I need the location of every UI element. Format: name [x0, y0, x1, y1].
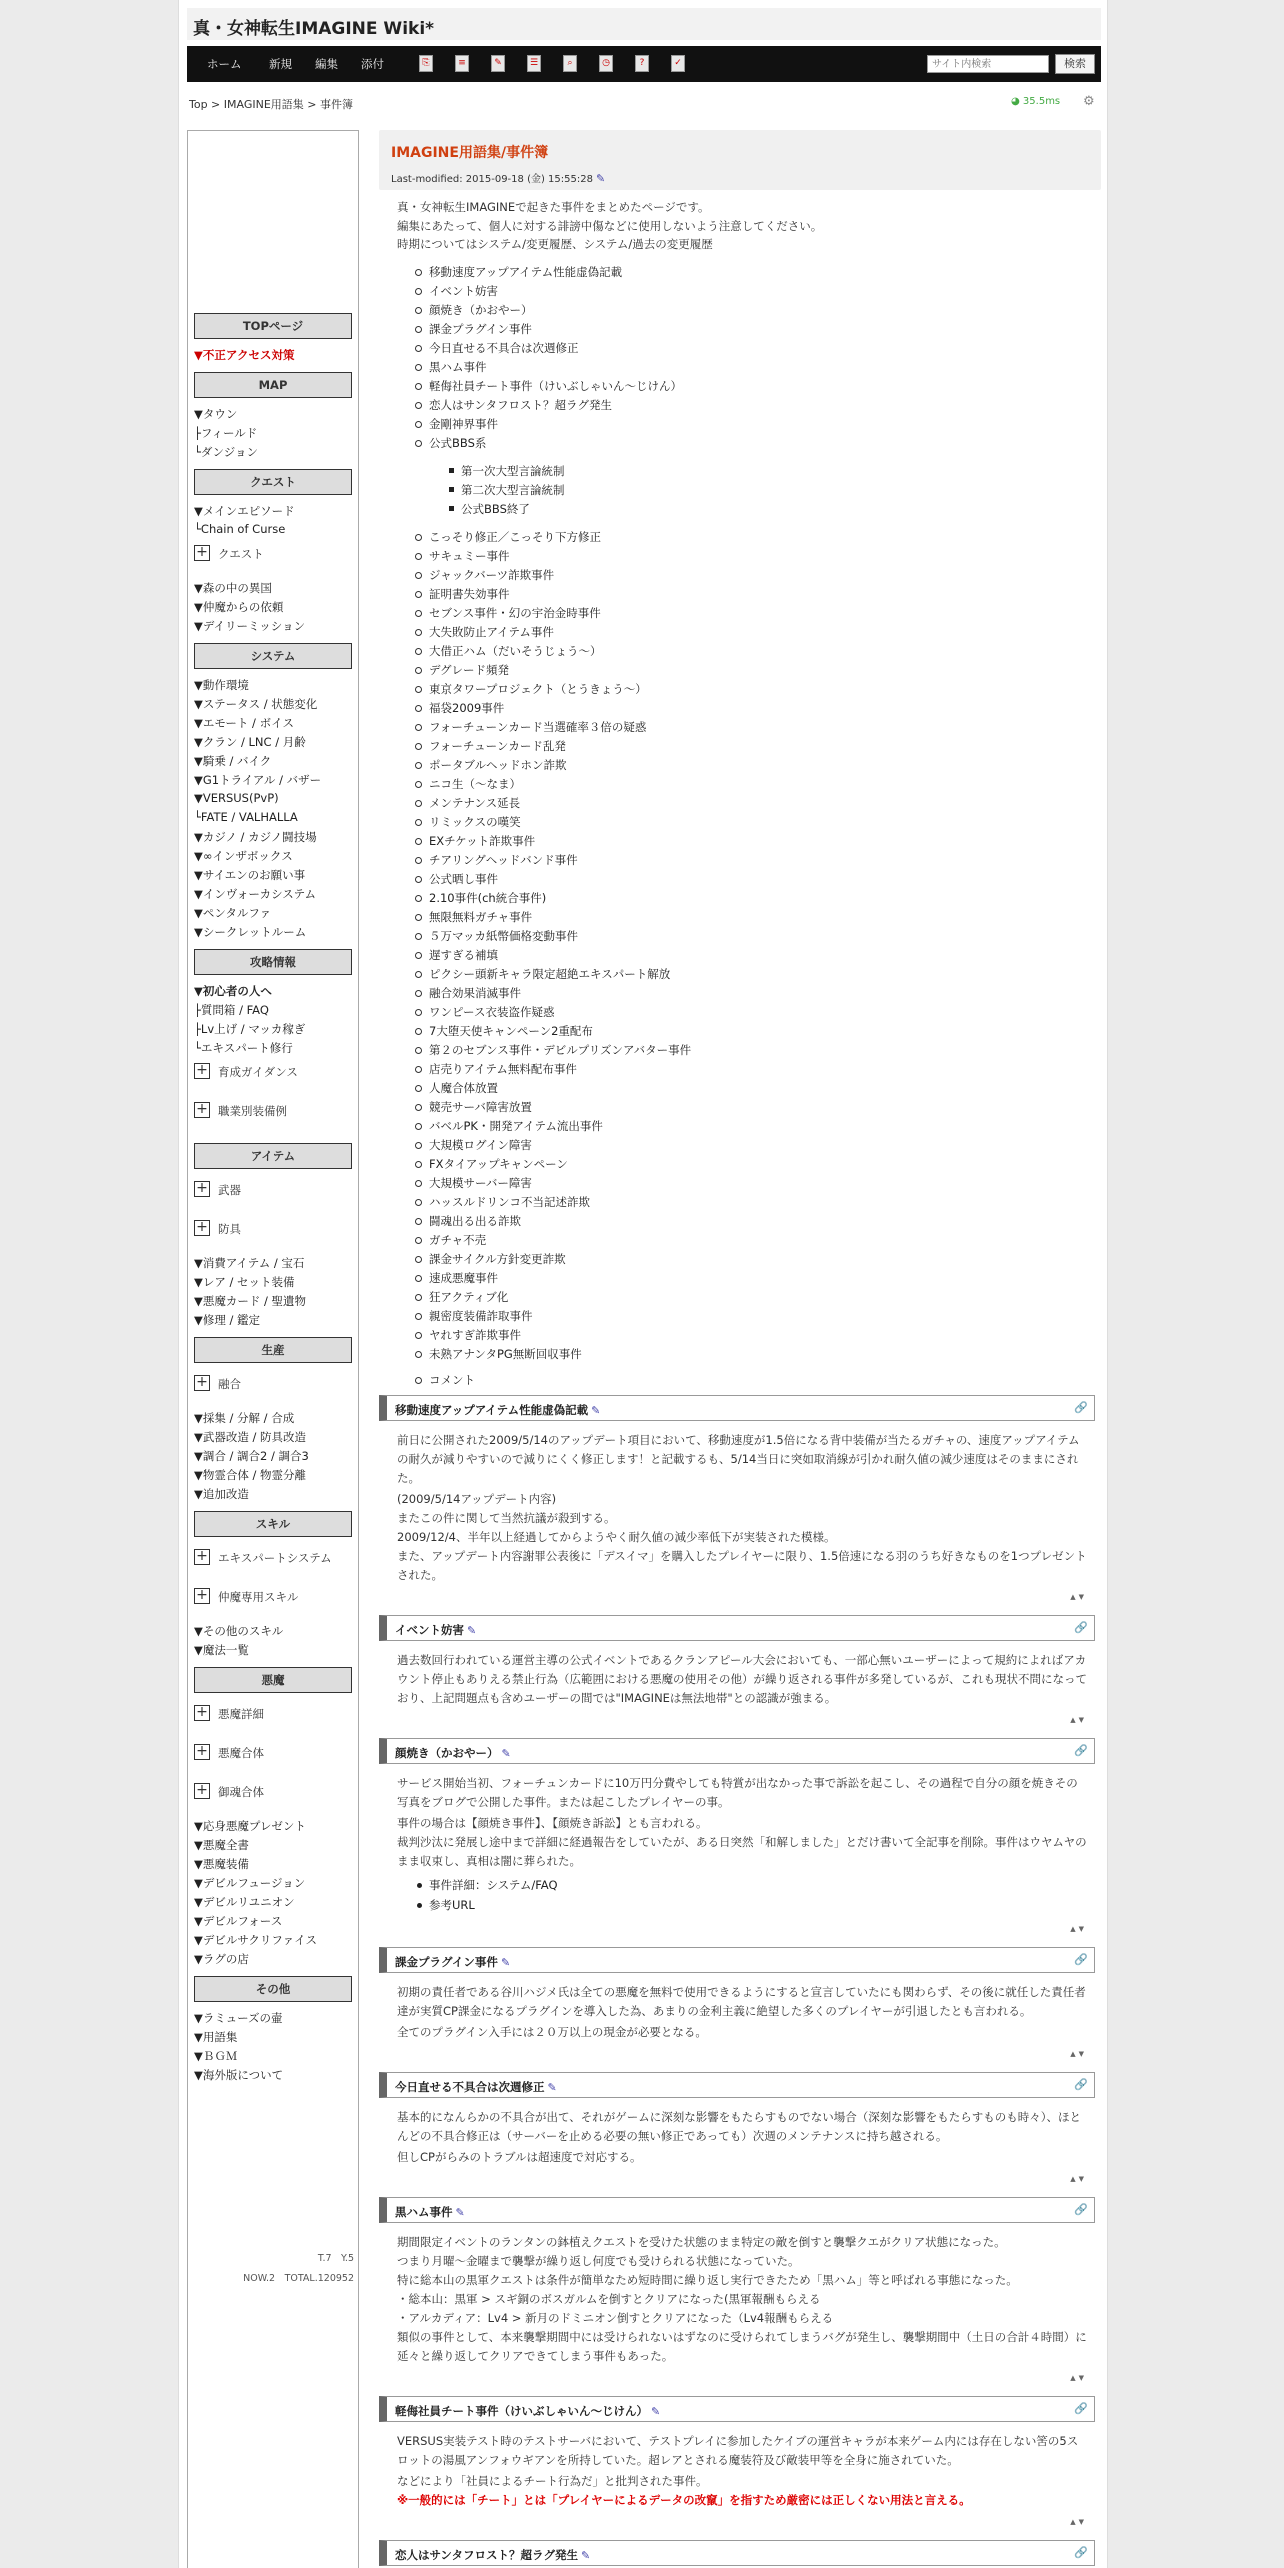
sidebar-item[interactable]: ▼不正アクセス対策 — [194, 348, 295, 362]
section-title — [395, 2204, 465, 2220]
toc-sublink[interactable]: 第一次大型言論統制 — [461, 463, 565, 478]
sidebar-item[interactable]: ▼エモート / ボイス — [194, 716, 294, 730]
sidebar-expand-item[interactable]: 育成ガイダンス — [218, 1065, 298, 1079]
sidebar-item[interactable]: ▼ラミューズの壷 — [194, 2011, 283, 2025]
sidebar — [187, 130, 359, 2568]
section-edit-icon[interactable]: ✎ — [547, 2080, 557, 2094]
sidebar-item[interactable]: ▼∞インザボックス — [194, 849, 293, 863]
toc-link[interactable]: サキュミー事件 — [429, 548, 510, 563]
sidebar-item[interactable]: ▼サイエンのお願い事 — [194, 868, 306, 882]
toc-link[interactable]: 競売サーバ障害放置 — [429, 1099, 532, 1114]
sidebar-item[interactable]: ▼ＢＧＭ — [194, 2049, 238, 2063]
toc-link[interactable]: 未熟アナンタPG無断回収事件 — [429, 1346, 582, 1361]
section-text: またこの件に関して当然抗議が殺到する。 — [397, 1510, 616, 1525]
section-title — [395, 2547, 590, 2563]
section-title — [395, 1954, 510, 1970]
sidebar-item[interactable]: ▼採集 / 分解 / 合成 — [194, 1411, 295, 1425]
section-text: 基本的になんらかの不具合が出て、それがゲームに深刻な影響をもたらすものでない場合（深刻な影響をもたらすものも時々）、ほとんどの不具合修正は（サーバーを止める必要の無い修正であっても）次週のメンテナンスに持ち越される。 — [397, 2109, 1082, 2143]
breadcrumb-current: 事件簿 — [320, 98, 354, 111]
sidebar-heading[interactable]: 生産 — [194, 1337, 352, 1363]
section-text: (2009/5/14アップデート内容) — [397, 1491, 557, 1506]
section-text: 全てのプラグイン入手には２０万以上の現金が必要となる。 — [397, 2024, 707, 2039]
sidebar-item[interactable]: ▼ステータス / 状態変化 — [194, 697, 318, 711]
counter-line: T.7 Y.5 — [317, 2253, 354, 2264]
toc-link[interactable]: 大規模サーバー障害 — [429, 1175, 532, 1190]
sidebar-item[interactable]: └Chain of Curse — [194, 522, 286, 536]
toc-link[interactable]: 大失敗防止アイテム事件 — [429, 624, 554, 639]
sidebar-item[interactable]: ▼シークレットルーム — [194, 925, 307, 939]
toc-link[interactable]: ヤれすぎ詐欺事件 — [429, 1327, 521, 1342]
sidebar-expand-item[interactable]: 悪魔合体 — [218, 1746, 264, 1760]
expand-plus-icon[interactable]: + — [194, 1181, 210, 1197]
section-title-text: 恋人はサンタフロスト？超ラグ発生 — [395, 2547, 578, 2562]
sidebar-item[interactable]: ▼修理 / 鑑定 — [194, 1313, 261, 1327]
toc-link[interactable]: 狂アクティブ化 — [429, 1289, 509, 1304]
section-text: 期間限定イベントのランタンの鉢植えクエストを受けた状態のまま特定の敵を倒すと襲撃クエがクリア状態になった。 — [397, 2234, 1006, 2249]
gear-icon[interactable]: ⚙ — [1083, 94, 1095, 109]
section-edit-icon[interactable]: ✎ — [651, 2404, 661, 2418]
sidebar-heading[interactable]: 悪魔 — [194, 1667, 352, 1693]
last-modified-text: Last-modified: 2015-09-18 (金) 15:55:28 — [391, 174, 593, 185]
toc-link[interactable]: フォーチューンカード当選確率３倍の疑惑 — [429, 719, 647, 734]
sidebar-expand-item[interactable]: 武器 — [218, 1183, 241, 1197]
section-text: 事件の場合は【顔焼き事件】、【顔焼き訴訟】とも言われる。 — [397, 1815, 708, 1830]
sidebar-item[interactable]: ▼物霊合体 / 物霊分離 — [194, 1468, 307, 1482]
sidebar-item[interactable]: ▼追加改造 — [194, 1487, 249, 1501]
sidebar-item[interactable]: ▼悪魔カード / 聖遺物 — [194, 1294, 307, 1308]
section-header — [379, 1738, 1095, 1764]
section-text: また、アップデート内容謝罪公表後に「デスイマ」を購入したプレイヤーに限り、1.5倍速になる羽のうち好きなものを1つプレゼントされた。 — [397, 1548, 1087, 1582]
intro-line: 時期についてはシステム/変更履歴、システム/過去の変更履歴 — [397, 237, 713, 251]
section-title-text: 課金プラグイン事件 — [395, 1954, 498, 1969]
toc-link[interactable]: FXタイアップキャンペーン — [429, 1156, 568, 1171]
expand-plus-icon[interactable]: + — [194, 1063, 210, 1079]
toc-link[interactable]: ５万マッカ紙幣価格変動事件 — [429, 928, 579, 943]
sidebar-item[interactable]: ▼カジノ / カジノ闘技場 — [194, 830, 317, 844]
section-title-text: 移動速度アップアイテム性能虚偽記載 — [395, 1402, 589, 1417]
toc-link[interactable]: 遅すぎる補填 — [429, 947, 498, 962]
sidebar-expand-item[interactable]: 職業別装備例 — [218, 1104, 287, 1118]
section-text: 但しCPがらみのトラブルは超速度で対応する。 — [397, 2149, 642, 2164]
toc-link[interactable]: 親密度装備詐取事件 — [429, 1308, 533, 1323]
sidebar-item[interactable]: ▼用語集 — [194, 2030, 238, 2044]
sidebar-heading[interactable]: 攻略情報 — [194, 949, 352, 975]
sidebar-item[interactable]: ▼デビルフュージョン — [194, 1876, 306, 1890]
sidebar-item[interactable]: ▼ペンタルファ — [194, 906, 272, 920]
sidebar-item[interactable]: ▼クラン / LNC / 月齢 — [194, 735, 306, 749]
anchor-link-icon[interactable]: 🔗 — [1074, 2202, 1088, 2216]
section-text: ・総本山：黒軍 > スギ銅のボスガルムを倒すとクリアになった(黒軍報酬もらえる — [397, 2291, 821, 2306]
toc-link[interactable]: 証明書失効事件 — [429, 586, 510, 601]
toc-link[interactable]: ポータブルヘッドホン詐欺 — [429, 757, 567, 772]
tool-recent-icon[interactable]: ◷ — [599, 55, 613, 72]
toc-link[interactable]: セブンス事件・幻の宇治金時事件 — [429, 605, 601, 620]
sidebar-item[interactable]: ▼応身悪魔プレゼント — [194, 1819, 306, 1833]
toc-link[interactable]: 融合効果消滅事件 — [429, 985, 521, 1000]
toc-link[interactable]: 恋人はサンタフロスト？超ラグ発生 — [429, 397, 612, 412]
sidebar-item[interactable]: ├フィールド — [194, 426, 258, 440]
section-text: つまり月曜～金曜まで襲撃が繰り返し何度でも受けられる状態になっていた。 — [397, 2253, 800, 2268]
sidebar-item[interactable]: ▼調合 / 調合2 / 調合3 — [194, 1449, 309, 1463]
expand-plus-icon[interactable]: + — [194, 1783, 210, 1799]
toc-link[interactable]: 無限無料ガチャ事件 — [429, 909, 533, 924]
nav-attach-link[interactable]: 添付 — [361, 57, 384, 71]
sidebar-item[interactable]: ▼ラグの店 — [194, 1952, 249, 1966]
expand-plus-icon[interactable]: + — [194, 1549, 210, 1565]
toc-link[interactable]: フォーチューンカード乱発 — [429, 738, 566, 753]
section-header — [379, 2197, 1095, 2223]
section-edit-icon[interactable]: ✎ — [580, 2548, 591, 2562]
title-bar — [187, 8, 1101, 40]
intro-line: 編集にあたって、個人に対する誹謗中傷などに使用しないよう注意してください。 — [397, 218, 823, 233]
nav-home-link[interactable]: ホーム — [207, 57, 242, 71]
speed-indicator — [1011, 96, 1060, 107]
sidebar-item[interactable]: ▼悪魔装備 — [194, 1857, 249, 1871]
sidebar-expand-item[interactable]: エキスパートシステム — [218, 1551, 332, 1565]
back-to-top-icon[interactable]: ▲▼ — [1070, 2049, 1087, 2058]
section-title — [395, 1402, 600, 1418]
tool-search-icon[interactable]: ⌕ — [563, 55, 577, 72]
tool-diff-icon[interactable]: ≡ — [455, 55, 469, 72]
breadcrumb-glossary[interactable]: IMAGINE用語集 — [223, 98, 304, 111]
toc-link[interactable]: 課金プラグイン事件 — [429, 321, 532, 336]
section-text: ・アルカディア：Lv4 > 新月のドミニオン倒すとクリアになった（Lv4報酬もらえる — [397, 2310, 834, 2325]
toc-link[interactable]: 闘魂出る出る詐欺 — [429, 1213, 521, 1228]
sidebar-item[interactable]: ├Lv上げ / マッカ稼ぎ — [194, 1022, 306, 1036]
sidebar-item[interactable]: ▼デビルリユニオン — [194, 1895, 295, 1909]
search-input[interactable] — [927, 55, 1049, 73]
sidebar-item[interactable]: └FATE / VALHALLA — [194, 810, 298, 824]
section-title-text: イベント妨害 — [395, 1622, 464, 1637]
section-title — [395, 1745, 511, 1761]
section-edit-icon[interactable]: ✎ — [467, 1623, 477, 1637]
sidebar-item[interactable]: ▼初心者の人へ — [194, 984, 272, 998]
section-title-text: 黒ハム事件 — [395, 2204, 453, 2219]
expand-plus-icon[interactable]: + — [194, 1220, 210, 1236]
toc-link[interactable]: ピクシー頭新キャラ限定超絶エキスパート解放 — [429, 966, 671, 981]
tool-help-icon[interactable]: ? — [635, 55, 649, 72]
toc-link[interactable]: 金剛神界事件 — [429, 416, 498, 431]
section-title — [395, 1622, 476, 1638]
sidebar-item[interactable]: ▼動作環境 — [194, 678, 249, 692]
access-counter — [194, 2249, 354, 2289]
tool-backup-icon[interactable]: ✎ — [491, 55, 505, 72]
section-text: 2009/12/4、半年以上経過してからようやく耐久値の減少率低下が実装された模様。 — [397, 1529, 836, 1544]
section-text: サービス開始当初、フォーチュンカードに10万円分費やしても特賞が出なかった事で訴訟を起こし、その過程で自分の顔を焼きその写真をブログで公開した事件。または起こしたプレイヤーの事。 — [397, 1775, 1078, 1809]
section-edit-icon[interactable]: ✎ — [501, 1746, 511, 1760]
sidebar-item[interactable]: ▼VERSUS(PvP) — [194, 791, 279, 805]
sidebar-item[interactable]: ▼インヴォーカシステム — [194, 887, 317, 901]
sidebar-item[interactable]: ▼騎乗 / バイク — [194, 754, 272, 768]
anchor-link-icon[interactable]: 🔗 — [1074, 1743, 1088, 1757]
sidebar-heading[interactable]: その他 — [194, 1976, 352, 2002]
sidebar-expand-item[interactable]: 融合 — [218, 1377, 241, 1391]
sidebar-item[interactable]: ▼武器改造 / 防具改造 — [194, 1430, 307, 1444]
counter-line: NOW.2 TOTAL.120952 — [243, 2273, 354, 2284]
toc-link[interactable]: 黒ハム事件 — [429, 359, 487, 374]
toc-link[interactable]: リミックスの嘆笑 — [429, 814, 521, 829]
toc-link[interactable]: イベント妨害 — [429, 283, 498, 298]
anchor-link-icon[interactable]: 🔗 — [1074, 1400, 1088, 1414]
section-title-text: 今日直せる不具合は次週修正 — [395, 2079, 545, 2094]
toc-link[interactable]: 大借正ハム（だいそうじょう～） — [429, 643, 602, 658]
toc-link[interactable]: ガチャ不売 — [429, 1232, 487, 1247]
section-bullet-link[interactable]: 参考URL — [429, 1897, 475, 1912]
sidebar-heading[interactable]: MAP — [194, 372, 352, 398]
site-title[interactable]: 真・女神転生IMAGINE Wiki* — [193, 19, 435, 39]
sidebar-item[interactable]: ▼メインエピソード — [194, 504, 295, 518]
speed-value: 35.5ms — [1022, 96, 1061, 107]
back-to-top-icon[interactable]: ▲▼ — [1070, 2373, 1087, 2382]
back-to-top-icon[interactable]: ▲▼ — [1070, 1592, 1087, 1601]
tool-rss-icon[interactable]: ✓ — [671, 55, 685, 72]
section-text: 裁判沙汰に発展し途中まで詳細に経過報告をしていたが、ある日突然「和解しました」とだけ書いて全記事を削除。事件はウヤムヤのまま収束し、真相は闇に葬られた。 — [397, 1834, 1087, 1868]
sidebar-heading[interactable]: クエスト — [194, 469, 352, 495]
toc-link[interactable]: 福袋2009事件 — [429, 700, 505, 715]
search-button[interactable]: 検索 — [1055, 54, 1095, 74]
toc-link[interactable]: 公式BBS系 — [429, 435, 487, 450]
section-edit-icon[interactable]: ✎ — [591, 1403, 601, 1417]
section-header — [379, 1615, 1095, 1641]
expand-plus-icon[interactable]: + — [194, 1102, 210, 1118]
back-to-top-icon[interactable]: ▲▼ — [1070, 2517, 1087, 2526]
section-title-text: 軽侮社員チート事件（けいぶしゃいん～じけん） — [395, 2403, 648, 2418]
toc-link[interactable]: 大規模ログイン障害 — [429, 1137, 532, 1152]
anchor-link-icon[interactable]: 🔗 — [1074, 1620, 1088, 1634]
sidebar-item[interactable]: ▼海外版について — [194, 2068, 284, 2082]
sidebar-item[interactable]: ▼デビルフォース — [194, 1914, 283, 1928]
anchor-link-icon[interactable]: 🔗 — [1074, 2077, 1088, 2091]
anchor-link-icon[interactable]: 🔗 — [1074, 1952, 1088, 1966]
toc-link[interactable]: 店売りアイテム無料配布事件 — [429, 1061, 577, 1076]
expand-plus-icon[interactable]: + — [194, 1705, 210, 1721]
sidebar-item[interactable]: ▼タウン — [194, 407, 238, 421]
toc-link[interactable]: ハッスルドリンコ不当記述詐欺 — [429, 1194, 590, 1209]
toc-link[interactable]: 課金サイクル方針変更詐欺 — [429, 1251, 566, 1266]
toc-link[interactable]: メンテナンス延長 — [429, 795, 521, 810]
navbar — [187, 46, 1101, 82]
back-to-top-icon[interactable]: ▲▼ — [1070, 1924, 1087, 1933]
toc-link[interactable]: 2.10事件(ch統合事件) — [429, 890, 547, 905]
expand-plus-icon[interactable]: + — [194, 545, 210, 561]
note-red-text: ※一般的には「チート」とは「プレイヤーによるデータの改竄」を指すため厳密には正しくない用法と言える。 — [397, 2492, 971, 2507]
toc-link[interactable]: ワンピース衣装盗作疑惑 — [429, 1004, 555, 1019]
toc-link[interactable]: 今日直せる不具合は次週修正 — [429, 340, 579, 355]
section-text: などにより「社員によるチート行為だ」と批判された事件。 — [397, 2473, 708, 2488]
section-note — [397, 2491, 1087, 2510]
toc-link[interactable]: 東京タワープロジェクト（とうきょう～） — [429, 681, 647, 696]
sidebar-item[interactable]: ▼G1トライアル / バザー — [194, 773, 322, 787]
sidebar-heading[interactable]: スキル — [194, 1511, 352, 1537]
expand-plus-icon[interactable]: + — [194, 1744, 210, 1760]
section-bullet-link[interactable]: 事件詳細：システム/FAQ — [429, 1877, 558, 1892]
tool-copy-icon[interactable]: ⎘ — [419, 55, 433, 72]
toc-link[interactable]: 人魔合体放置 — [429, 1080, 498, 1095]
sidebar-item[interactable]: ▼デビルサクリファイス — [194, 1933, 318, 1947]
breadcrumb-sep: > — [207, 98, 224, 111]
section-header — [379, 1395, 1095, 1421]
tool-list-icon[interactable]: ☰ — [527, 55, 541, 72]
toc-link[interactable]: 軽侮社員チート事件（けいぶしゃいん～じけん） — [429, 378, 682, 393]
sidebar-item[interactable]: ▼レア / セット装備 — [194, 1275, 295, 1289]
toc-link[interactable]: 公式晒し事件 — [429, 871, 498, 886]
nav-new-link[interactable]: 新規 — [269, 57, 292, 71]
section-header — [379, 2540, 1095, 2566]
toc-link[interactable]: デグレード頻発 — [429, 662, 510, 677]
sidebar-expand-item[interactable]: 仲魔専用スキル — [218, 1590, 299, 1604]
toc-link[interactable]: チアリングヘッドバンド事件 — [429, 852, 578, 867]
toc-link[interactable]: EXチケット詐欺事件 — [429, 833, 536, 848]
expand-plus-icon[interactable]: + — [194, 1375, 210, 1391]
breadcrumb — [189, 96, 353, 112]
section-text: 類似の事件として、本来襲撃期間中には受けられないはずなのに受けられてしまうバグが発生し、襲撃期間中（土日の合計４時間）に延々と繰り返してクリアできてしまう事件もあった。 — [397, 2329, 1087, 2363]
sidebar-item[interactable]: └ダンジョン — [194, 445, 259, 459]
section-text: 初期の責任者である谷川ハジメ氏は全ての悪魔を無料で使用できるようにすると宣言していたにも関わらず、その後に就任した責任者達が実質CP課金になるプラグインを導入した為、あまりの金利主義に絶望した多くのプレイヤーが引退したとも言われる。 — [397, 1984, 1086, 2018]
toc-link[interactable]: 顔焼き（かおやー） — [429, 302, 533, 317]
section-edit-icon[interactable]: ✎ — [455, 2205, 465, 2219]
page — [178, 0, 1108, 2568]
nav-edit-link[interactable]: 編集 — [315, 57, 338, 71]
section-text: 過去数回行われている運営主導の公式イベントであるクランアピール大会においても、一部心無いユーザーによって規約によればアカウント停止もありえる禁止行為（広範囲における悪魔の使用その他）が繰り返される事件が多発しているが、これも現状不問になっており、上記問題点も含めユーザーの間では"IMAGINEは無法地帯"との認識が強まる。 — [397, 1652, 1087, 1705]
sidebar-expand-item[interactable]: クエスト — [218, 547, 264, 561]
sidebar-expand-item[interactable]: 悪魔詳細 — [218, 1707, 264, 1721]
section-text: VERSUS実装テスト時のテストサーバにおいて、テストプレイに参加したケイブの運営キャラが本来ゲーム内には存在しない筈の5スロットの湯風アンフォウギアンを所持していた。超レアとされる魔装符及び敵装甲等を全身に施されていた。 — [397, 2433, 1079, 2467]
toc-sublink[interactable]: 公式BBS終了 — [461, 501, 530, 516]
sidebar-item[interactable]: ▼その他のスキル — [194, 1624, 284, 1638]
toc-link[interactable]: 7大堕天使キャンペーン2重配布 — [429, 1023, 593, 1038]
anchor-link-icon[interactable]: 🔗 — [1074, 2545, 1088, 2559]
last-modified — [391, 170, 605, 185]
sidebar-item[interactable]: └エキスパート修行 — [194, 1041, 293, 1055]
sidebar-heading[interactable]: TOPページ — [194, 313, 352, 339]
sidebar-item[interactable]: ▼魔法一覧 — [194, 1643, 249, 1657]
toc-link[interactable]: 移動速度アップアイテム性能虚偽記載 — [429, 264, 623, 279]
back-to-top-icon[interactable]: ▲▼ — [1070, 1715, 1087, 1724]
anchor-link-icon[interactable]: 🔗 — [1074, 2401, 1088, 2415]
sidebar-expand-item[interactable]: 防具 — [218, 1222, 241, 1236]
sidebar-item[interactable]: ▼デイリーミッション — [194, 619, 306, 633]
section-title — [395, 2403, 660, 2419]
back-to-top-icon[interactable]: ▲▼ — [1070, 2174, 1087, 2183]
section-header — [379, 2072, 1095, 2098]
section-text: 特に総本山の黒軍クエストは条件が簡単なため短時間に繰り返し実行できたため「黒ハム」等と呼ばれる事態になった。 — [397, 2272, 1018, 2287]
breadcrumb-top[interactable]: Top — [189, 98, 208, 111]
section-header — [379, 1947, 1095, 1973]
toc-sublink[interactable]: 第二次大型言論統制 — [461, 482, 565, 497]
page-title: IMAGINE用語集/事件簿 — [391, 145, 549, 161]
section-title — [395, 2079, 557, 2095]
section-header — [379, 2396, 1095, 2422]
speed-icon: ◕ — [1011, 96, 1020, 107]
sidebar-item[interactable]: ▼消費アイテム / 宝石 — [194, 1256, 305, 1270]
toc-link[interactable]: ニコ生（～なま） — [429, 776, 521, 791]
toc-link[interactable]: こっそり修正／こっそり下方修正 — [429, 529, 602, 544]
section-title-text: 顔焼き（かおやー） — [395, 1745, 499, 1760]
expand-plus-icon[interactable]: + — [194, 1588, 210, 1604]
sidebar-heading[interactable]: アイテム — [194, 1143, 352, 1169]
toc-link[interactable]: バベルPK・開発アイテム流出事件 — [429, 1118, 603, 1133]
sidebar-heading[interactable]: システム — [194, 643, 352, 669]
section-edit-icon[interactable]: ✎ — [500, 1955, 511, 1969]
page-header — [379, 130, 1101, 190]
sidebar-item[interactable]: ▼仲魔からの依頼 — [194, 600, 284, 614]
toc-link[interactable]: 速成悪魔事件 — [429, 1270, 498, 1285]
breadcrumb-sep: > — [303, 98, 321, 111]
sidebar-item[interactable]: ▼悪魔全書 — [194, 1838, 249, 1852]
toc-link[interactable]: ジャックバーツ詐欺事件 — [429, 567, 555, 582]
toc-link[interactable]: 第２のセブンス事件・デビルプリズンアバター事件 — [429, 1042, 692, 1057]
section-text: 前日に公開された2009/5/14のアップデート項目において、移動速度が1.5倍になる背中装備が当たるガチャの、速度アップアイテムの耐久が減りやすいので減りにくく修正します！と記載するも、5/14当日に突如取消線が引かれ耐久値の減少速度はそのままにされた。 — [397, 1432, 1080, 1485]
sidebar-item[interactable]: ├質問箱 / FAQ — [194, 1003, 269, 1017]
toc-link[interactable]: コメント — [429, 1372, 475, 1387]
page-edit-icon[interactable]: ✎ — [595, 172, 606, 185]
sidebar-item[interactable]: ▼森の中の異国 — [194, 581, 272, 595]
intro-line: 真・女神転生IMAGINEで起きた事件をまとめたページです。 — [397, 200, 710, 214]
sidebar-expand-item[interactable]: 御魂合体 — [218, 1785, 264, 1799]
